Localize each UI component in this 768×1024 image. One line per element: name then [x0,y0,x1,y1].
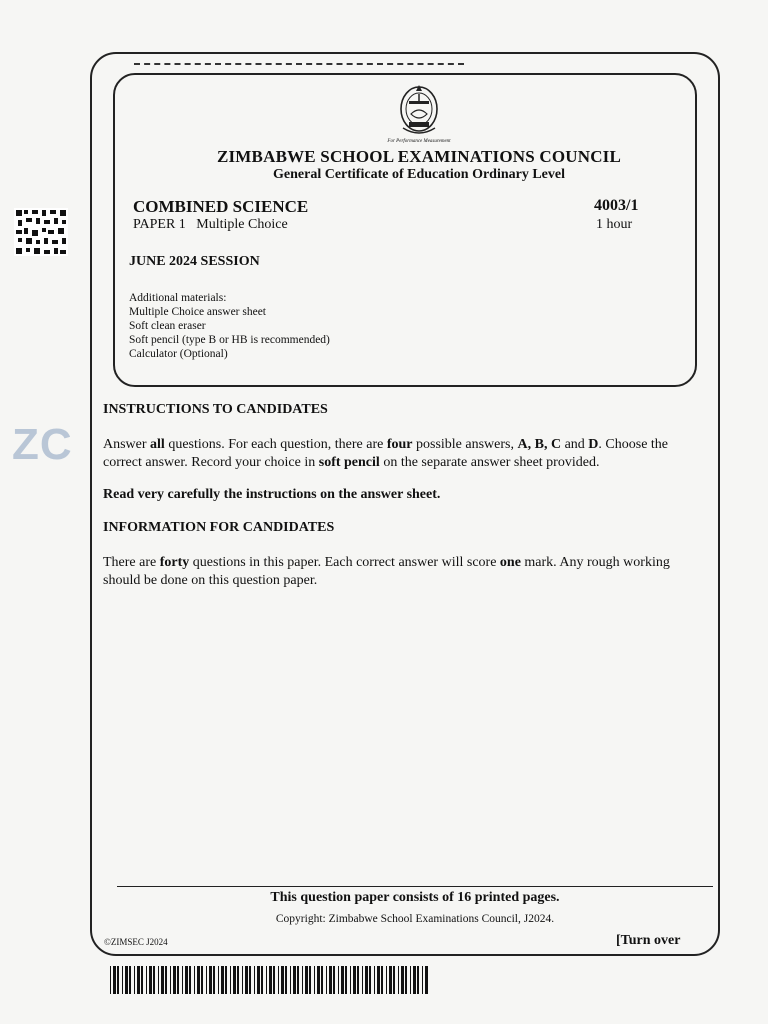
council-name: ZIMBABWE SCHOOL EXAMINATIONS COUNCIL [216,147,622,166]
paper-type: PAPER 1 Multiple Choice [133,217,288,232]
copyright: Copyright: Zimbabwe School Examinations Council, J2024. [275,913,555,925]
crest-motto: For Performance Measurement [387,139,451,144]
information-heading: INFORMATION FOR CANDIDATES [103,520,335,535]
instructions-heading: INSTRUCTIONS TO CANDIDATES [103,402,328,417]
zimsec-code: ©ZIMSEC J2024 [104,937,168,947]
answer-sheet-note: Read very carefully the instructions on the answer sheet. [103,487,441,502]
qr-code-icon [14,208,68,256]
paper-code: 4003/1 [594,197,639,214]
exam-session: JUNE 2024 SESSION [129,254,260,269]
additional-materials [129,291,330,361]
page-count: This question paper consists of 16 printed pages. [270,890,560,905]
instructions-paragraph: Answer all questions. For each question, there are four possible answers, A, B, C and D. Choose the correct answer. Record your choice in soft pencil on the separate answer sheet provided. [103,437,669,470]
material-item: Calculator (Optional) [129,348,228,360]
zimsec-crest-icon [395,82,443,144]
materials-title: Additional materials: [129,292,227,304]
turn-over: [Turn over [616,933,681,948]
information-paragraph: There are forty questions in this paper. Each correct answer will score one mark. Any rough working should be done on this question paper. [103,555,670,588]
material-item: Soft pencil (type B or HB is recommended) [129,334,330,346]
subject-title: COMBINED SCIENCE [133,197,309,216]
exam-level: General Certificate of Education Ordinary Level [273,167,565,182]
paper-duration: 1 hour [596,217,633,232]
margin-stamp: ZC [12,420,73,469]
footer-rule [117,886,713,887]
barcode-icon [110,966,428,994]
material-item: Multiple Choice answer sheet [129,306,267,318]
material-item: Soft clean eraser [129,320,206,332]
